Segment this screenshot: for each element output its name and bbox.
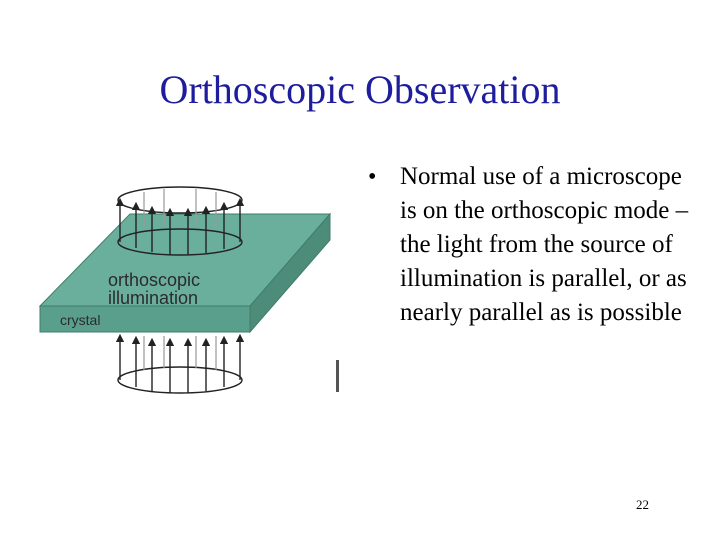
lower-light-back-rays [144,336,216,370]
slide-title: Orthoscopic Observation [159,67,561,112]
bullet-text: Normal use of a microscope is on the orthoscopic mode – the light from the source of illumination is parallel, or as nearly parallel as is possible [400,163,689,326]
clipped-edge-fragment [336,360,339,392]
lower-light-cylinder [118,338,242,393]
page-number: 22 [636,497,649,512]
label-illumination: illumination [108,288,199,308]
label-crystal: crystal [60,312,101,328]
bullet-marker: • [368,164,377,190]
label-orthoscopic: orthoscopic [108,270,201,290]
orthoscopic-diagram [30,180,350,405]
